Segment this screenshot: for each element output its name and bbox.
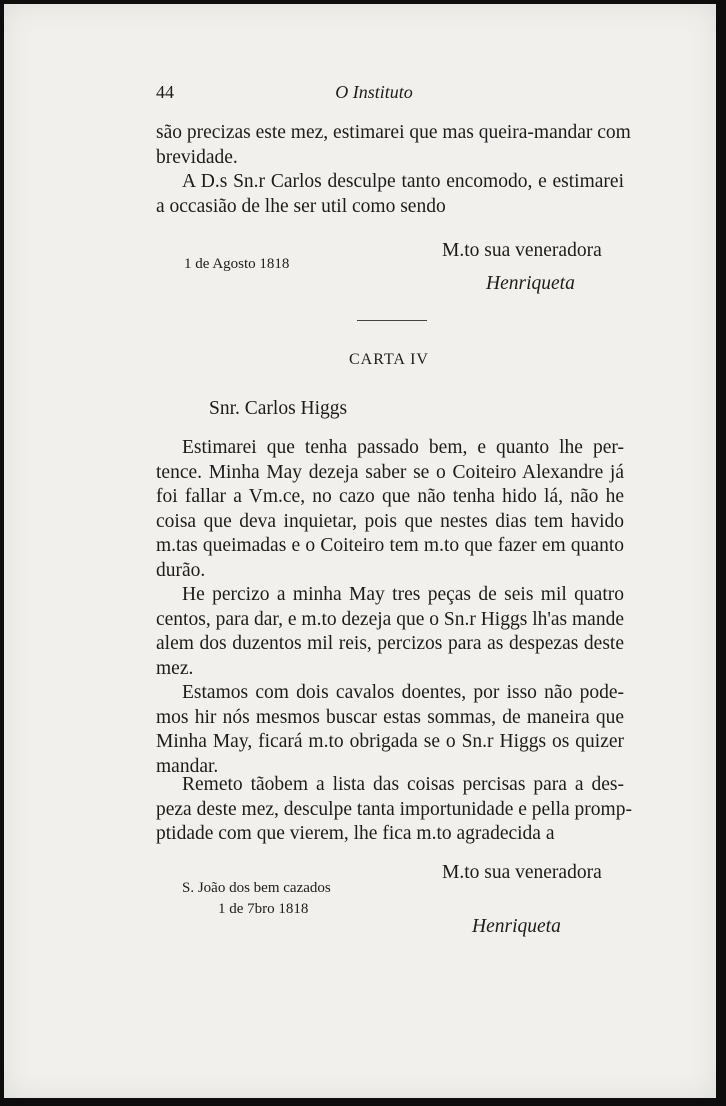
letter3-signature: Henriqueta (486, 273, 575, 294)
text-line: ptidade com que vierem, lhe fica m.to agradecida a (156, 823, 555, 844)
text-line: Estamos com dois cavalos doentes, por isso não pode- (182, 682, 624, 703)
text-line: foi fallar a Vm.ce, no cazo que não tenha hido lá, não he (156, 486, 624, 507)
text-line: coisa que deva inquietar, pois que nestes dias tem havido (156, 510, 624, 532)
text-line: tence. Minha May dezeja saber se o Coiteiro Alexandre já (156, 461, 624, 483)
salutation: Snr. Carlos Higgs (209, 398, 348, 419)
letter-heading: CARTA IV (349, 351, 429, 368)
text-line: mos hir nós mesmos buscar estas sommas, de maneira que (156, 706, 624, 728)
text-line: durão. (156, 559, 206, 581)
text-line: Remeto tãobem a lista das coisas percisas para a des- (182, 774, 624, 795)
letter3-closing: M.to sua veneradora (442, 240, 602, 261)
text-line: Estimarei que tenha passado bem, e quanto lhe per- (182, 437, 624, 458)
text-line: peza deste mez, desculpe tanta importunidade e pella promp- (156, 798, 632, 820)
running-title: O Instituto (335, 82, 413, 102)
letter3-date: 1 de Agosto 1818 (184, 256, 290, 272)
text-line: alem dos duzentos mil reis, percizos para as despezas deste (156, 633, 624, 654)
text-line: A D.s Sn.r Carlos desculpe tanto encomodo, e estimarei (182, 171, 624, 192)
text-line: mandar. (156, 755, 219, 777)
text-line: mez. (156, 657, 194, 679)
text-line: a occasião de lhe ser util como sendo (156, 195, 446, 217)
letter4-paragraph-3 (156, 681, 624, 779)
letter4-date: 1 de 7bro 1818 (218, 901, 309, 917)
book-page (4, 4, 716, 1098)
letter4-place: S. João dos bem cazados (182, 880, 331, 896)
letter4-closing: M.to sua veneradora (442, 862, 602, 883)
text-line: He percizo a minha May tres peças de seis mil quatro (182, 584, 624, 605)
text-line: são precizas este mez, estimarei que mas queira-mandar com (156, 122, 631, 143)
text-line: centos, para dar, e m.to dezeja que o Sn.r Higgs lh'as mande (156, 608, 624, 630)
text-line: m.tas queimadas e o Coiteiro tem m.to que fazer em quanto (156, 535, 624, 556)
letter3-body (156, 121, 631, 219)
letter4-paragraph-1 (156, 436, 624, 583)
letter4-paragraph-2 (156, 583, 624, 681)
text-line: brevidade. (156, 146, 238, 168)
section-divider (357, 320, 427, 321)
letter4-signature: Henriqueta (472, 916, 561, 937)
letter4-paragraph-4 (156, 773, 632, 847)
page-number: 44 (156, 82, 174, 102)
text-line: Minha May, ficará m.to obrigada se o Sn.r Higgs os quizer (156, 731, 624, 752)
